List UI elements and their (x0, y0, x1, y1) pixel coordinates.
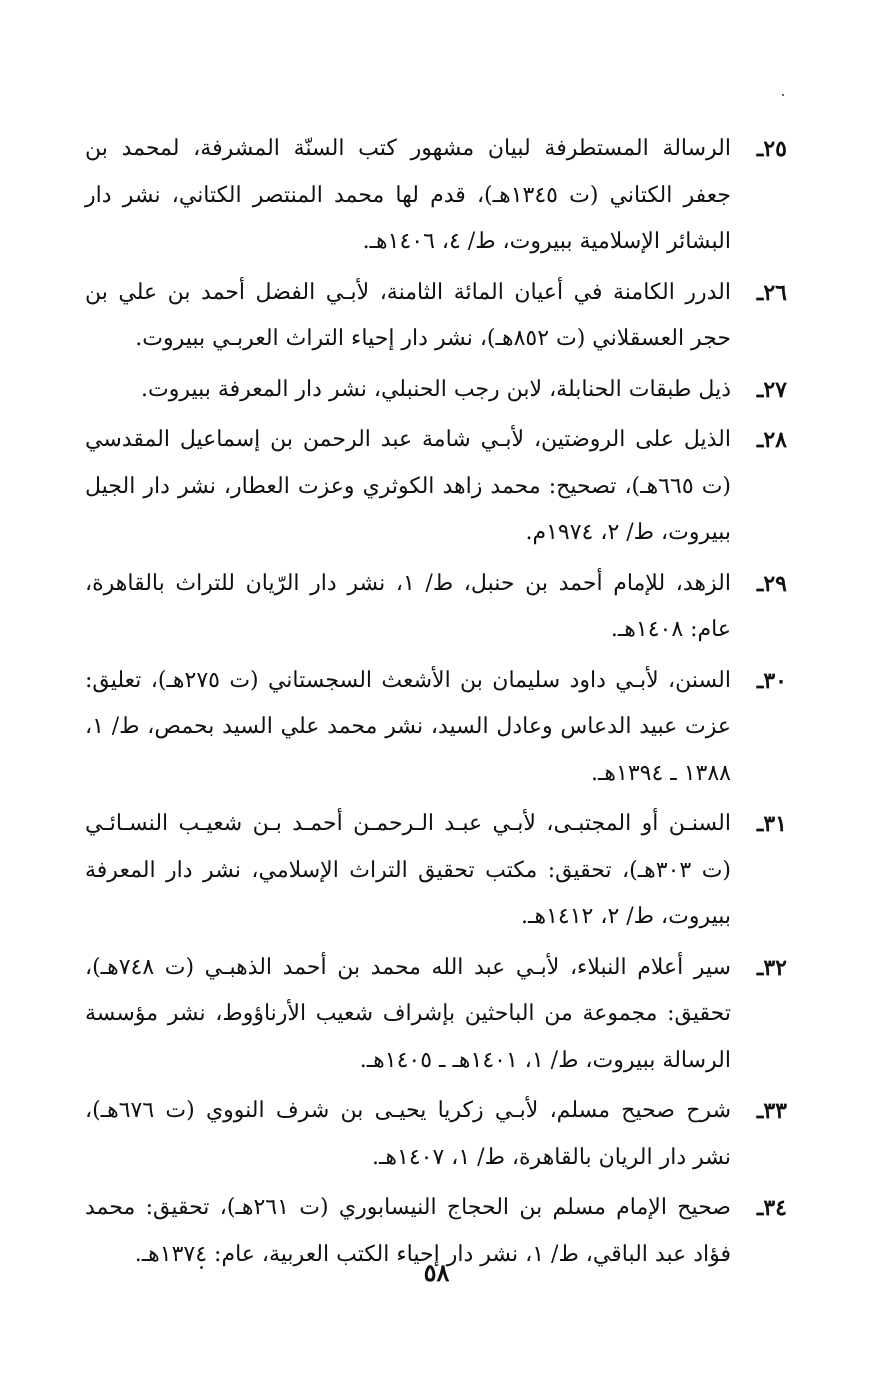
entry-number: ٣٣ـ (756, 1098, 787, 1124)
entry-number: ٣٠ـ (756, 667, 787, 694)
scan-speck (782, 94, 784, 96)
entry-number: ٣١ـ (756, 811, 787, 837)
entry-number: ٢٦ـ (756, 279, 787, 306)
bibliography-entry-30 (85, 658, 787, 798)
bibliography-entry-28 (85, 417, 787, 557)
bibliography-entry-29 (85, 561, 787, 654)
entry-text: السنن، لأبـي داود سليمان بن الأشعث السجستاني (ت ٢٧٥هـ)، تعليق: عزت عبيد الدعاس وعادل السيد، نشر محمد علي السيد بحمص، ط/ ١، ١٣٨٨ ـ ١٣٩٤هـ. (85, 667, 731, 786)
bibliography-entry-25 (85, 126, 787, 266)
entry-number: ٢٧ـ (756, 376, 787, 403)
bibliography-entry-26 (85, 270, 787, 363)
bibliography-entry-27 (85, 367, 787, 414)
entry-text: الزهد، للإمام أحمد بن حنبل، ط/ ١، نشر دار الرّيان للتراث بالقاهرة، عام: ١٤٠٨هـ. (85, 570, 731, 642)
entry-text: ذيل طبقات الحنابلة، لابن رجب الحنبلي، نشر دار المعرفة ببيروت. (140, 376, 731, 402)
bibliography-list (85, 126, 787, 1278)
entry-number: ٢٨ـ (756, 427, 787, 453)
entry-text: الرسالة المستطرفة لبيان مشهور كتب السنّة المشرفة، لمحمد بن جعفر الكتاني (ت ١٣٤٥هـ)، قدم لها محمد المنتصر الكتاني، نشر دار البشائر الإسلامية ببيروت، ط/ ٤، ١٤٠٦هـ. (85, 136, 731, 254)
entry-number: ٣٢ـ (756, 954, 787, 981)
entry-text: السنـن أو المجتبـى، لأبـي عبـد الـرحمـن أحمـد بـن شعيـب النسـائـي (ت ٣٠٣هـ)، تحقيق: مكتب تحقيق التراث الإسلامي، نشر دار المعرفة ببيروت، ط/ ٢، ١٤١٢هـ. (85, 811, 731, 929)
entry-number: ٢٥ـ (756, 136, 787, 162)
entry-text: الدرر الكامنة في أعيان المائة الثامنة، لأبـي الفضل أحمد بن علي بن حجر العسقلاني (ت ٨٥٢هـ)، نشر دار إحياء التراث العربـي ببيروت. (85, 279, 731, 351)
bibliography-entry-33 (85, 1088, 787, 1181)
bibliography-entry-32 (85, 945, 787, 1085)
entry-text: الذيل على الروضتين، لأبـي شامة عبد الرحمن بن إسماعيل المقدسي (ت ٦٦٥هـ)، تصحيح: محمد زاهد الكوثري وعزت العطار، نشر دار الجيل ببيروت، ط/ ٢، ١٩٧٤م. (85, 427, 732, 545)
entry-text: صحيح الإمام مسلم بن الحجاج النيسابوري (ت ٢٦١هـ)، تحقيق: محمد فؤاد عبد الباقي، ط/ ١، نشر دار إحياء الكتب العربية، عام: ١٣٧٤هـ. (85, 1195, 731, 1267)
entry-number: ٣٤ـ (756, 1195, 787, 1221)
entry-number: ٢٩ـ (756, 570, 787, 597)
bibliography-entry-31 (85, 801, 787, 941)
entry-text: سير أعلام النبلاء، لأبـي عبد الله محمد بن أحمد الذهبـي (ت ٧٤٨هـ)، تحقيق: مجموعة من الباحثين بإشراف شعيب الأرناؤوط، نشر مؤسسة الرسالة ببيروت، ط/ ١، ١٤٠١هـ ـ ١٤٠٥هـ. (85, 954, 731, 1073)
page-number: ٥٨ (423, 1258, 450, 1287)
entry-text: شرح صحيح مسلم، لأبـي زكريا يحيـى بن شرف النووي (ت ٦٧٦هـ)، نشر دار الريان بالقاهرة، ط/ ١، ١٤٠٧هـ. (85, 1098, 731, 1170)
